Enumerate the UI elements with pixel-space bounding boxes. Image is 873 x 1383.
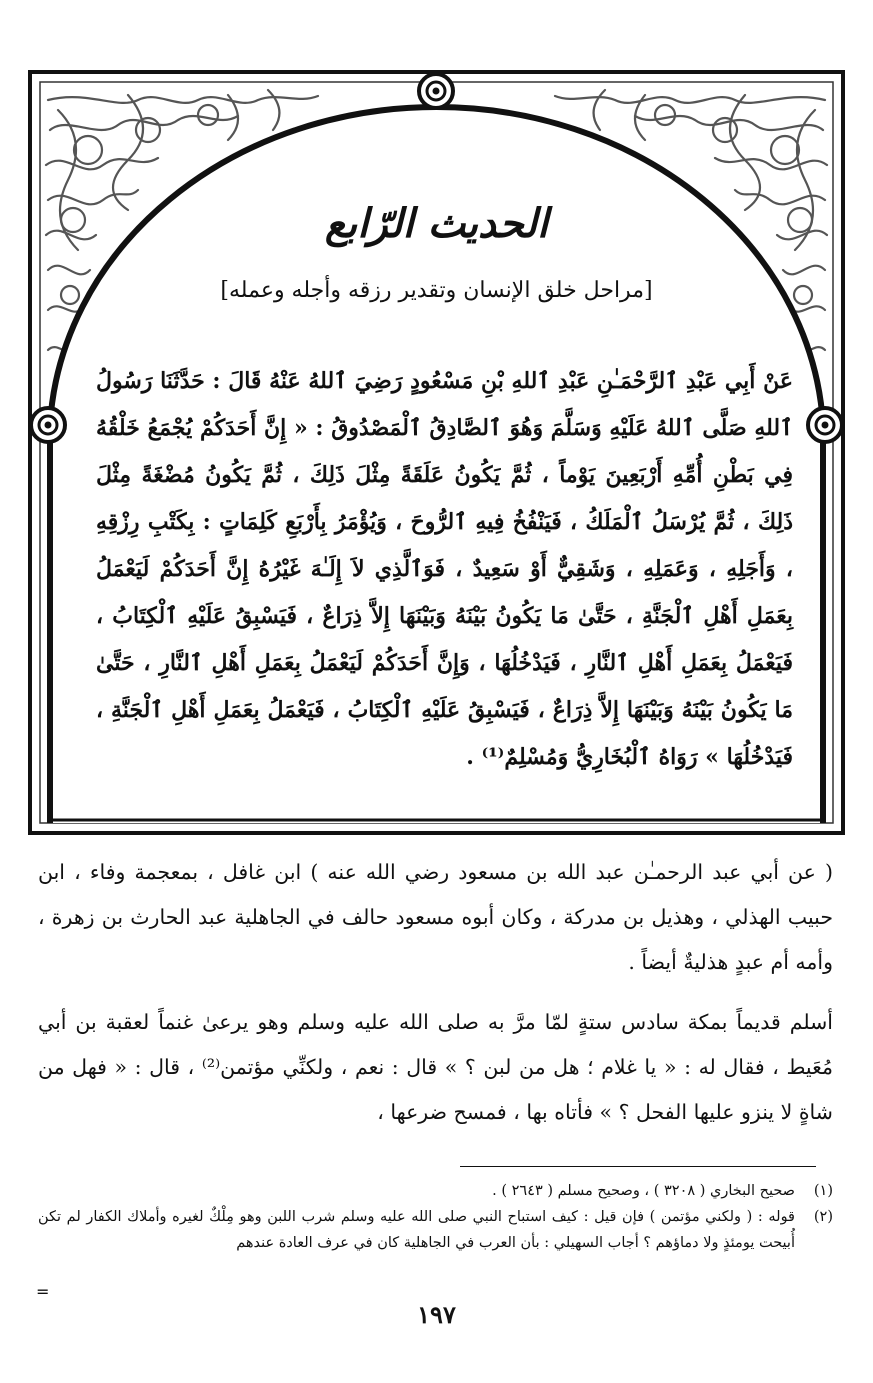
medallion-top	[419, 74, 453, 108]
footnote-text: قوله : ( ولكني مؤتمن ) فإن قيل : كيف استباح النبي صلى الله عليه وسلم شرب اللبن وهو مِلْكٌ لغيره وأملاك الكفار لم تكن أُبيحت يومئذٍ ولا دماؤهم ؟ أجاب السهيلي : بأن العرب في الجاهلية كان في عرف العادة عندهم	[38, 1209, 795, 1251]
footnote-separator	[460, 1166, 816, 1167]
page-number: ١٩٧	[417, 1300, 456, 1329]
footnote-number: (٢)	[813, 1209, 833, 1225]
commentary-paragraph-1: ( عن أبي عبد الرحمـٰن عبد الله بن مسعود رضي الله عنه ) ابن غافل ، بمعجمة وفاء ، ابن حبيب الهذلي ، وهذيل بن مدركة ، وكان أبوه مسعود حالف في الجاهلية عبد الحارث بن زهرة ، وأمه أم عبدٍ هذليةٌ أيضاً .	[38, 860, 833, 974]
hadith-title: الحديث الرّابع	[324, 200, 549, 247]
footnote-2	[38, 1204, 833, 1256]
hadith-subtitle: [مراحل خلق الإنسان وتقدير رزقه وأجله وعمله]	[220, 278, 653, 303]
medallion-left	[31, 408, 65, 442]
continuation-mark: =	[36, 1282, 50, 1301]
hadith-frame	[28, 70, 845, 835]
commentary-paragraph-2: أسلم قديماً بمكة سادس ستةٍ لمّا مرَّ به صلى الله عليه وسلم وهو يرعىٰ غنماً لعقبة بن أبي مُعَيط ، فقال له : « يا غلام ؛ هل من لبن ؟ » قال : نعم ، ولكنِّي مؤتمن⁽²⁾ ، قال : « فهل من شاةٍ لا ينزو عليها الفحل ؟ » فأتاه بها ، فمسح ضرعها ،	[38, 1010, 833, 1124]
medallion-right	[808, 408, 842, 442]
footnote-number: (١)	[813, 1183, 833, 1199]
footnote-text: صحيح البخاري ( ٣٢٠٨ ) ، وصحيح مسلم ( ٢٦٤٣ ) .	[492, 1183, 795, 1199]
hadith-text: عَنْ أَبِي عَبْدِ ٱلرَّحْمَـٰنِ عَبْدِ ٱللهِ بْنِ مَسْعُودٍ رَضِيَ ٱللهُ عَنْهُ قَالَ : حَدَّثَنَا رَسُولُ ٱللهِ صَلَّى ٱللهُ عَلَيْهِ وَسَلَّمَ وَهُوَ ٱلصَّادِقُ ٱلْمَصْدُوقُ : « إِنَّ أَحَدَكُمْ يُجْمَعُ خَلْقُهُ فِي بَطْنِ أُمِّهِ أَرْبَعِينَ يَوْماً ، ثُمَّ يَكُونُ عَلَقَةً مِثْلَ ذَلِكَ ، ثُمَّ يَكُونُ مُضْغَةً مِثْلَ ذَلِكَ ، ثُمَّ يُرْسَلُ ٱلْمَلَكُ ، فَيَنْفُخُ فِيهِ ٱلرُّوحَ ، وَيُؤْمَرُ بِأَرْبَعِ كَلِمَاتٍ : بِكَتْبِ رِزْقِهِ ، وَأَجَلِهِ ، وَعَمَلِهِ ، وَشَقِيٌّ أَوْ سَعِيدٌ ، فَوَٱلَّذِي لاَ إِلَـٰهَ غَيْرُهُ إِنَّ أَحَدَكُمْ لَيَعْمَلُ بِعَمَلِ أَهْلِ ٱلْجَنَّةِ ، حَتَّىٰ مَا يَكُونُ بَيْنَهُ وَبَيْنَهَا إِلاَّ ذِرَاعٌ ، فَيَسْبِقُ عَلَيْهِ ٱلْكِتَابُ ، فَيَعْمَلُ بِعَمَلِ أَهْلِ ٱلنَّارِ ، فَيَدْخُلُهَا ، وَإِنَّ أَحَدَكُمْ لَيَعْمَلُ بِعَمَلِ أَهْلِ ٱلنَّارِ ، حَتَّىٰ مَا يَكُونُ بَيْنَهُ وَبَيْنَهَا إِلاَّ ذِرَاعٌ ، فَيَسْبِقُ عَلَيْهِ ٱلْكِتَابُ ، فَيَعْمَلُ بِعَمَلِ أَهْلِ ٱلْجَنَّةِ ، فَيَدْخُلُهَا » رَوَاهُ ٱلْبُخَارِيُّ وَمُسْلِمٌ⁽¹⁾ .	[96, 368, 793, 770]
footnotes	[38, 1178, 833, 1256]
footnote-1	[38, 1178, 833, 1204]
